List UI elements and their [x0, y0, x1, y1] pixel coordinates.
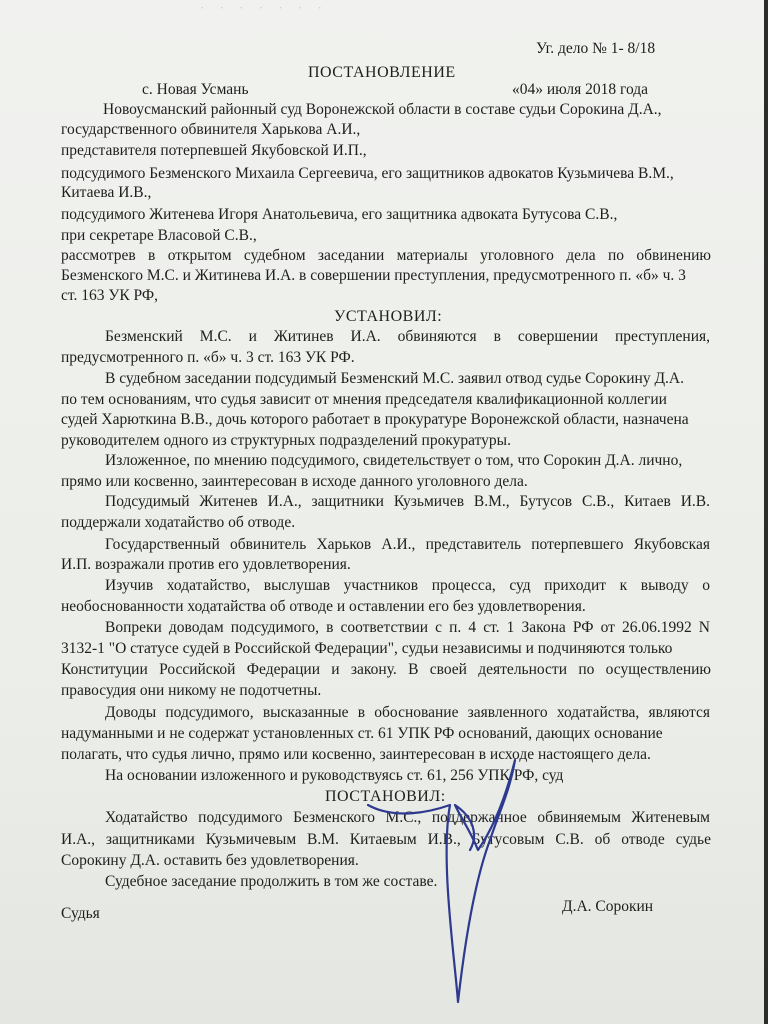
signature-label: Судья — [61, 905, 100, 922]
body-line: 3132-1 "О статусе судей в Российской Федерации", судьи независимы и подчиняются только — [61, 640, 673, 657]
body-line: Государственный обвинитель Харьков А.И., представитель потерпевшего Якубовская — [105, 536, 710, 553]
body-line: И.П. возражали против его удовлетворения. — [61, 556, 351, 573]
body-line: Изложенное, по мнению подсудимого, свидетельствует о том, что Сорокин Д.А. лично, — [105, 452, 683, 469]
resolution-line: Сорокину Д.А. оставить без удовлетворения. — [61, 852, 359, 869]
intro-line: рассмотрев в открытом судебном заседании материалы уголовного дела по обвинению — [61, 247, 711, 264]
body-line: Конституции Российской Федерации и закону. В своей деятельности по осуществлению — [61, 661, 711, 678]
resolution-line: Ходатайство подсудимого Безменского М.С., поддержанное обвиняемым Житеневым — [105, 809, 710, 826]
body-line: руководителем одного из структурных подразделений прокуратуры. — [61, 432, 511, 449]
heading-resolved: ПОСТАНОВИЛ: — [325, 788, 446, 805]
document-title: ПОСТАНОВЛЕНИЕ — [308, 64, 456, 81]
intro-line: при секретаре Власовой С.В., — [61, 227, 257, 244]
heading-established: УСТАНОВИЛ: — [334, 308, 443, 325]
intro-line: подсудимого Безменского Михаила Сергеевича, его защитников адвокатов Кузьмичева В.М., — [61, 165, 674, 182]
body-line: В судебном заседании подсудимый Безменский М.С. заявил отвод судье Сорокину Д.А. — [105, 370, 684, 387]
body-line: На основании изложенного и руководствуясь ст. 61, 256 УПК РФ, суд — [105, 767, 564, 784]
body-line: надуманными и не содержат установленных ст. 61 УПК РФ оснований, дающих основание — [61, 725, 663, 742]
body-line: Подсудимый Житенев И.А., защитники Кузьмичев В.М., Бутусов С.В., Китаев И.В. — [105, 493, 710, 510]
body-line: полагать, что судья лично, прямо или косвенно, заинтересован в исходе настоящего дела. — [61, 746, 651, 763]
show-through-text: · · · · · · · — [200, 0, 328, 14]
body-line: необоснованности ходатайства об отводе и оставлении его без удовлетворения. — [61, 598, 586, 615]
signature-name: Д.А. Сорокин — [562, 898, 654, 915]
body-line: предусмотренного п. «б» ч. 3 ст. 163 УК РФ. — [61, 349, 355, 366]
body-line: Безменский М.С. и Житинев И.А. обвиняются в совершении преступления, — [105, 328, 710, 345]
date: «04» июля 2018 года — [512, 81, 649, 98]
body-line: правосудия они никому не подотчетны. — [61, 682, 322, 699]
body-line: Вопреки доводам подсудимого, в соответствии с п. 4 ст. 1 Закона РФ от 26.06.1992 N — [105, 619, 710, 636]
case-number: Уг. дело № 1- 8/18 — [536, 40, 656, 57]
body-line: судей Харюткина В.В., дочь которого работает в прокуратуре Воронежской области, назначена — [61, 411, 689, 428]
intro-line: подсудимого Житенева Игоря Анатольевича, его защитника адвоката Бутусова С.В., — [61, 206, 618, 223]
resolution-line: Судебное заседание продолжить в том же составе. — [105, 873, 438, 890]
intro-line: государственного обвинителя Харькова А.И., — [61, 121, 361, 138]
body-line: по тем основаниям, что судья зависит от мнения председателя квалификационной коллегии — [61, 391, 667, 408]
intro-line: представителя потерпевшей Якубовской И.П., — [61, 142, 367, 159]
body-line: Доводы подсудимого, высказанные в обоснование заявленного ходатайства, являются — [105, 704, 710, 721]
body-line: Изучив ходатайство, выслушав участников процесса, суд приходит к выводу о — [105, 577, 710, 594]
intro-line: Новоусманский районный суд Воронежской области в составе судьи Сорокина Д.А., — [103, 101, 662, 118]
body-line: прямо или косвенно, заинтересован в исходе данного уголовного дела. — [61, 473, 528, 490]
resolution-line: И.А., защитниками Кузьмичевым В.М. Китаевым И.В., Бутусовым С.В. об отводе судье — [61, 831, 711, 848]
intro-line: Безменского М.С. и Житинева И.А. в совершении преступления, предусмотренного п. «б» ч. 3 — [61, 267, 686, 284]
intro-line: Китаева И.В., — [61, 184, 152, 201]
body-line: поддержали ходатайство об отводе. — [61, 514, 296, 531]
page-edge-shadow — [764, 0, 768, 1024]
intro-line: ст. 163 УК РФ, — [61, 287, 159, 304]
place: с. Новая Усмань — [142, 81, 249, 98]
